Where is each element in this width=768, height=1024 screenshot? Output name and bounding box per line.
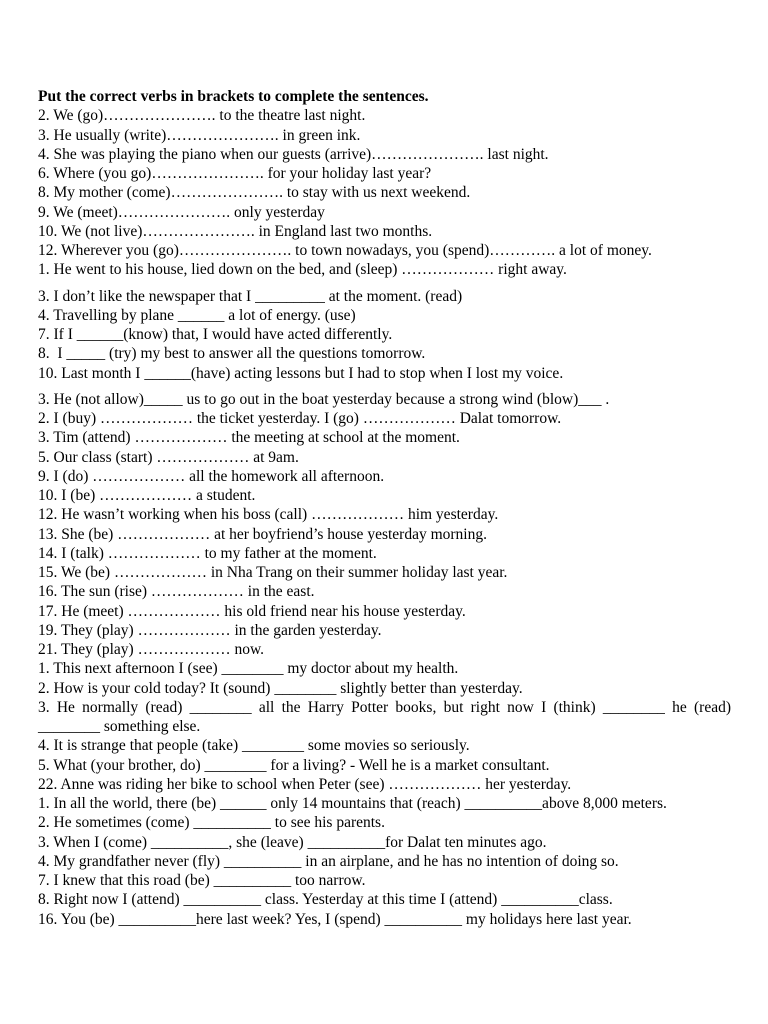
exercise-item: 8. I _____ (try) my best to answer all the questions tomorrow. xyxy=(38,345,426,363)
exercise-item: 21. They (play) ……………… now. xyxy=(38,641,265,658)
exercise-item: 6. Where (you go)…………………. for your holiday last year? xyxy=(38,165,432,182)
exercise-item: 7. If I ______(know) that, I would have acted differently. xyxy=(38,326,393,343)
exercise-item: 2. I (buy) ……………… the ticket yesterday. I (go) ……………… Dalat tomorrow. xyxy=(38,410,562,427)
exercise-item: 7. I knew that this road (be) __________ too narrow. xyxy=(38,872,366,889)
exercise-item: 4. Travelling by plane ______ a lot of energy. (use) xyxy=(38,306,356,324)
exercise-item: 12. He wasn’t working when his boss (call) ……………… him yesterday. xyxy=(38,506,499,524)
exercise-item-wrapped: 3. He normally (read) ________ all the Harry Potter books, but right now I (think) ________ he (read) xyxy=(38,698,731,716)
exercise-item: 10. We (not live)…………………. in England last two months. xyxy=(38,222,433,240)
exercise-item: 5. What (your brother, do) ________ for a living? - Well he is a market consultant. xyxy=(38,756,550,774)
exercise-item: 3. I don’t like the newspaper that I _________ at the moment. (read) xyxy=(38,287,463,305)
exercise-item: 19. They (play) ……………… in the garden yesterday. xyxy=(38,621,382,639)
exercise-item: 2. He sometimes (come) __________ to see his parents. xyxy=(38,814,385,832)
exercise-item: 16. The sun (rise) ……………… in the east. xyxy=(38,583,315,601)
exercise-item-continuation: ________ something else. xyxy=(38,718,201,735)
exercise-item: 10. Last month I ______(have) acting lessons but I had to stop when I lost my voice. xyxy=(38,364,564,382)
exercise-item: 3. When I (come) __________, she (leave) __________for Dalat ten minutes ago. xyxy=(38,833,547,851)
exercise-item: 15. We (be) ……………… in Nha Trang on their summer holiday last year. xyxy=(38,564,508,581)
exercise-item: 1. In all the world, there (be) ______ only 14 mountains that (reach) __________above 8,000 meters. xyxy=(38,795,667,812)
exercise-item: 1. This next afternoon I (see) ________ my doctor about my health. xyxy=(38,660,459,678)
exercise-group-2 xyxy=(38,287,731,383)
exercise-item: 2. How is your cold today? It (sound) ________ slightly better than yesterday. xyxy=(38,679,523,697)
exercise-item: 17. He (meet) ……………… his old friend near his house yesterday. xyxy=(38,602,466,620)
exercise-item: 10. I (be) ……………… a student. xyxy=(38,487,256,504)
exercise-item: 22. Anne was riding her bike to school when Peter (see) ……………… her yesterday. xyxy=(38,775,572,793)
exercise-item: 14. I (talk) ……………… to my father at the moment. xyxy=(38,544,377,562)
exercise-item: 4. My grandfather never (fly) __________ in an airplane, and he has no intention of doing so. xyxy=(38,852,619,870)
exercise-item: 9. I (do) ……………… all the homework all afternoon. xyxy=(38,467,385,485)
exercise-item: 8. Right now I (attend) __________ class. Yesterday at this time I (attend) __________class. xyxy=(38,891,613,909)
exercise-item: 4. She was playing the piano when our guests (arrive)…………………. last night. xyxy=(38,145,549,163)
exercise-item: 3. He usually (write)…………………. in green ink. xyxy=(38,126,361,144)
exercise-item: 16. You (be) __________here last week? Yes, I (spend) __________ my holidays here last year. xyxy=(38,910,632,928)
exercise-item: 4. It is strange that people (take) ________ some movies so seriously. xyxy=(38,737,470,755)
worksheet-body xyxy=(38,87,731,929)
exercise-item: 3. Tim (attend) ……………… the meeting at school at the moment. xyxy=(38,429,460,447)
exercise-item: 5. Our class (start) ……………… at 9am. xyxy=(38,448,299,466)
exercise-item: 3. He (not allow)_____ us to go out in the boat yesterday because a strong wind (blow)___ . xyxy=(38,390,610,408)
exercise-item: 1. He went to his house, lied down on the bed, and (sleep) ……………… right away. xyxy=(38,261,567,279)
exercise-item: 2. We (go)…………………. to the theatre last night. xyxy=(38,107,366,125)
exercise-item: 12. Wherever you (go)…………………. to town nowadays, you (spend)…………. a lot of money. xyxy=(38,242,652,259)
exercise-group-1 xyxy=(38,87,731,280)
exercise-item: 9. We (meet)…………………. only yesterday xyxy=(38,203,325,221)
exercise-item: 8. My mother (come)…………………. to stay with us next weekend. xyxy=(38,184,471,202)
exercise-group-3 xyxy=(38,390,731,929)
instruction-heading: Put the correct verbs in brackets to complete the sentences. xyxy=(38,88,429,105)
exercise-item: 13. She (be) ……………… at her boyfriend’s house yesterday morning. xyxy=(38,525,487,543)
